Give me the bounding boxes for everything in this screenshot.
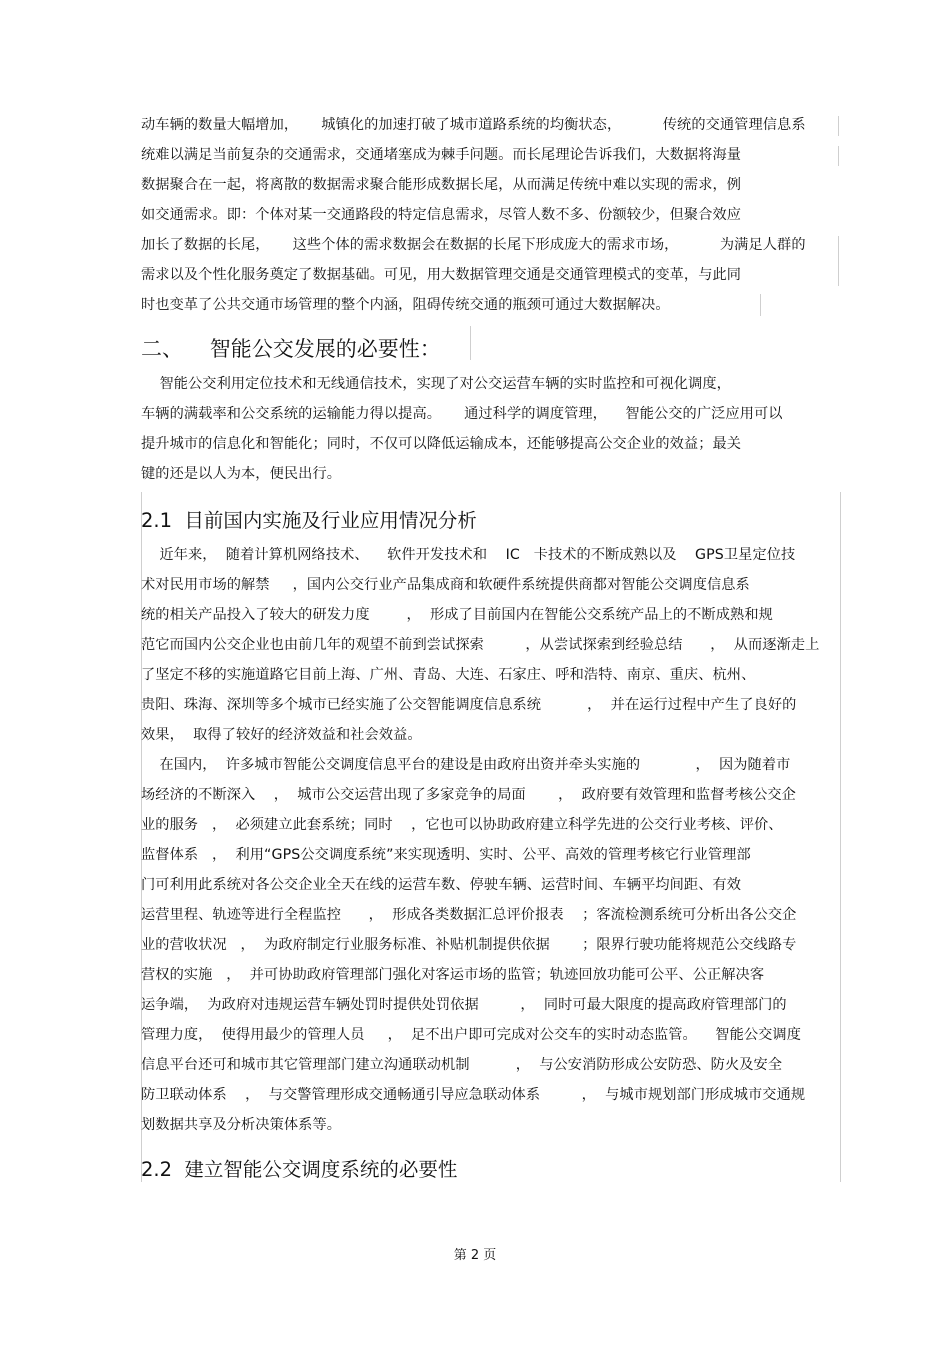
text-line: 智能公交利用定位技术和无线通信技术，实现了对公交运营车辆的实时监控和可视化调度， [141,376,731,392]
text-line: 动车辆的数量大幅增加， 城镇化的加速打破了城市道路系统的均衡状态， 传统的交通管理信息系 [141,117,806,133]
text-line: 管理力度， 使得用最少的管理人员 ， 足不出户即可完成对公交车的实时动态监管。 智能公交调度 [141,1027,802,1043]
text-line: 需求以及个性化服务奠定了数据基础。可见，用大数据管理交通是交通管理模式的变革，与此同 [141,267,742,283]
subsection-heading: 2.1 目前国内实施及行业应用情况分析 [141,509,477,532]
text-line: 门可利用此系统对各公交企业全天在线的运营车数、停驶车辆、运营时间、车辆平均间距、有效 [141,877,742,893]
text-line: 时也变革了公共交通市场管理的整个内涵，阻碍传统交通的瓶颈可通过大数据解决。 [141,297,670,313]
text-line: 了坚定不移的实施道路它目前上海、广州、青岛、大连、石家庄、呼和浩特、南京、重庆、杭州、 [141,667,756,683]
scan-border-line [838,146,839,166]
text-line: 划数据共享及分析决策体系等。 [141,1117,342,1133]
text-line: 场经济的不断深入 ， 城市公交运营出现了多家竞争的局面 ， 政府要有效管理和监督考核公交企 [141,787,796,803]
subsection-heading: 2.2 建立智能公交调度系统的必要性 [141,1158,458,1181]
text-line: 近年来， 随着计算机网络技术、 软件开发技术和 IC 卡技术的不断成熟以及 GPS卫星定位技 [141,547,796,563]
scan-border-line [838,236,839,286]
scan-border-line [470,326,471,360]
scan-border-line [840,492,841,1182]
text-line: 范它而国内公交企业也由前几年的观望不前到尝试探索 ，从尝试探索到经验总结 ， 从而逐渐走上 [141,637,820,653]
scan-border-line [760,294,761,316]
text-line: 运争端， 为政府对违规运营车辆处罚时提供处罚依据 ， 同时可最大限度的提高政府管理部门的 [141,997,787,1013]
text-line: 监督体系 ， 利用“GPS公交调度系统”来实现透明、实时、公平、高效的管理考核它行业管理部 [141,847,751,863]
scan-border-line [838,116,839,136]
text-line: 防卫联动体系 ， 与交警管理形成交通畅通引导应急联动体系 ， 与城市规划部门形成城市交通规 [141,1087,806,1103]
text-line: 如交通需求。即：个体对某一交通路段的特定信息需求，尽管人数不多、份额较少，但聚合效应 [141,207,742,223]
text-line: 在国内， 许多城市智能公交调度信息平台的建设是由政府出资并牵头实施的 ， 因为随着市 [141,757,791,773]
text-line: 术对民用市场的解禁 ，国内公交行业产品集成商和软硬件系统提供商都对智能公交调度信息系 [141,577,750,593]
text-line: 统难以满足当前复杂的交通需求，交通堵塞成为棘手问题。而长尾理论告诉我们，大数据将海量 [141,147,742,163]
scan-border-line [141,492,142,1182]
text-line: 业的服务 ， 必须建立此套系统；同时 ，它也可以协助政府建立科学先进的公交行业考核、评价、 [141,817,783,833]
page-number: 第 2 页 [453,1248,497,1263]
text-line: 键的还是以人为本，便民出行。 [141,466,342,482]
text-line: 数据聚合在一起，将离散的数据需求聚合能形成数据长尾，从而满足传统中难以实现的需求，例 [141,177,742,193]
text-line: 效果， 取得了较好的经济效益和社会效益。 [141,727,422,743]
text-line: 车辆的满载率和公交系统的运输能力得以提高。 通过科学的调度管理， 智能公交的广泛应用可以 [141,406,783,422]
text-line: 加长了数据的长尾， 这些个体的需求数据会在数据的长尾下形成庞大的需求市场， 为满足人群的 [141,237,806,253]
section-heading: 二、 智能公交发展的必要性： [141,337,441,361]
text-line: 运营里程、轨迹等进行全程监控 ， 形成各类数据汇总评价报表 ；客流检测系统可分析出各公交企 [141,907,797,923]
text-line: 统的相关产品投入了较大的研发力度 ， 形成了目前国内在智能公交系统产品上的不断成熟和规 [141,607,773,623]
text-line: 信息平台还可和城市其它管理部门建立沟通联动机制 ， 与公安消防形成公安防恐、防火及安全 [141,1057,783,1073]
text-line: 贵阳、珠海、深圳等多个城市已经实施了公交智能调度信息系统 ， 并在运行过程中产生了良好的 [141,697,797,713]
text-line: 营权的实施 ， 并可协助政府管理部门强化对客运市场的监管；轨迹回放功能可公平、公正解决客 [141,967,765,983]
text-line: 业的营收状况 ， 为政府制定行业服务标准、补贴机制提供依据 ；限界行驶功能将规范公交线路专 [141,937,797,953]
text-line: 提升城市的信息化和智能化；同时，不仅可以降低运输成本，还能够提高公交企业的效益；最关 [141,436,742,452]
